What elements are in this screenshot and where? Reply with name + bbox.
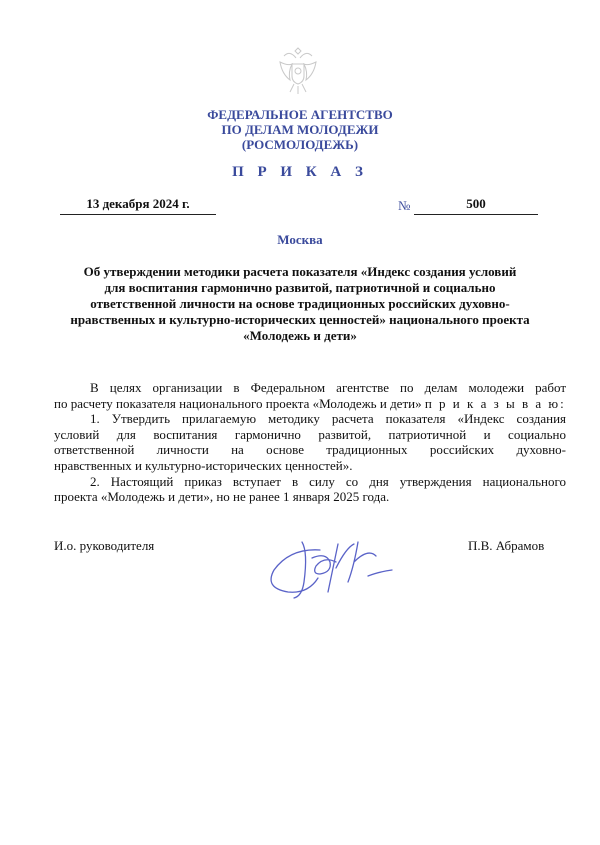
document-type-heading: П Р И К А З bbox=[232, 164, 368, 180]
document-number: 500 bbox=[466, 196, 486, 211]
number-sign: № bbox=[398, 198, 411, 213]
body-line: В целях организации в Федеральном агентстве по делам молодежи работ bbox=[90, 380, 566, 395]
city-name: Москва bbox=[277, 232, 323, 247]
body-line: проекта «Молодежь и дети», но не ранее 1 января 2025 года. bbox=[54, 489, 390, 505]
title-line: нравственных и культурно-исторических ценностей» национального проекта bbox=[70, 312, 530, 327]
number-field bbox=[414, 196, 538, 215]
title-line: для воспитания гармонично развитой, патриотичной и социально bbox=[104, 280, 496, 295]
title-line: Об утверждении методики расчета показателя «Индекс создания условий bbox=[83, 264, 517, 279]
document-body bbox=[54, 380, 566, 505]
body-line: 2. Настоящий приказ вступает в силу со дня утверждения национального bbox=[90, 473, 566, 489]
body-line: ответственной личности на основе традиционных российских духовно- bbox=[54, 442, 566, 458]
title-line: ответственной личности на основе традиционных российских духовно- bbox=[90, 296, 510, 311]
document-date: 13 декабря 2024 г. bbox=[86, 196, 190, 211]
handwritten-signature bbox=[262, 528, 402, 606]
coat-of-arms-emblem bbox=[274, 44, 322, 96]
date-field bbox=[60, 196, 216, 215]
body-line: условий для воспитания гармонично развитой, патриотичной и социально bbox=[54, 426, 566, 442]
order-word: п р и к а з ы в а ю: bbox=[424, 395, 566, 411]
title-line: «Молодежь и дети» bbox=[243, 328, 357, 343]
signatory-name: П.В. Абрамов bbox=[468, 538, 545, 553]
agency-name-line2: ПО ДЕЛАМ МОЛОДЕЖИ bbox=[221, 122, 379, 137]
body-line: нравственных и культурно-исторических ценностей». bbox=[54, 457, 353, 473]
agency-name-line1: ФЕДЕРАЛЬНОЕ АГЕНТСТВО bbox=[207, 107, 393, 122]
body-text: по расчету показателя национального проекта «Молодежь и дети» bbox=[54, 395, 422, 411]
agency-name-line3: (РОСМОЛОДЕЖЬ) bbox=[241, 137, 359, 152]
body-line-with-order bbox=[54, 396, 566, 412]
signatory-role: И.о. руководителя bbox=[54, 538, 155, 553]
document-title bbox=[60, 264, 540, 344]
body-line: 1. Утвердить прилагаемую методику расчета показателя «Индекс создания bbox=[90, 411, 566, 427]
